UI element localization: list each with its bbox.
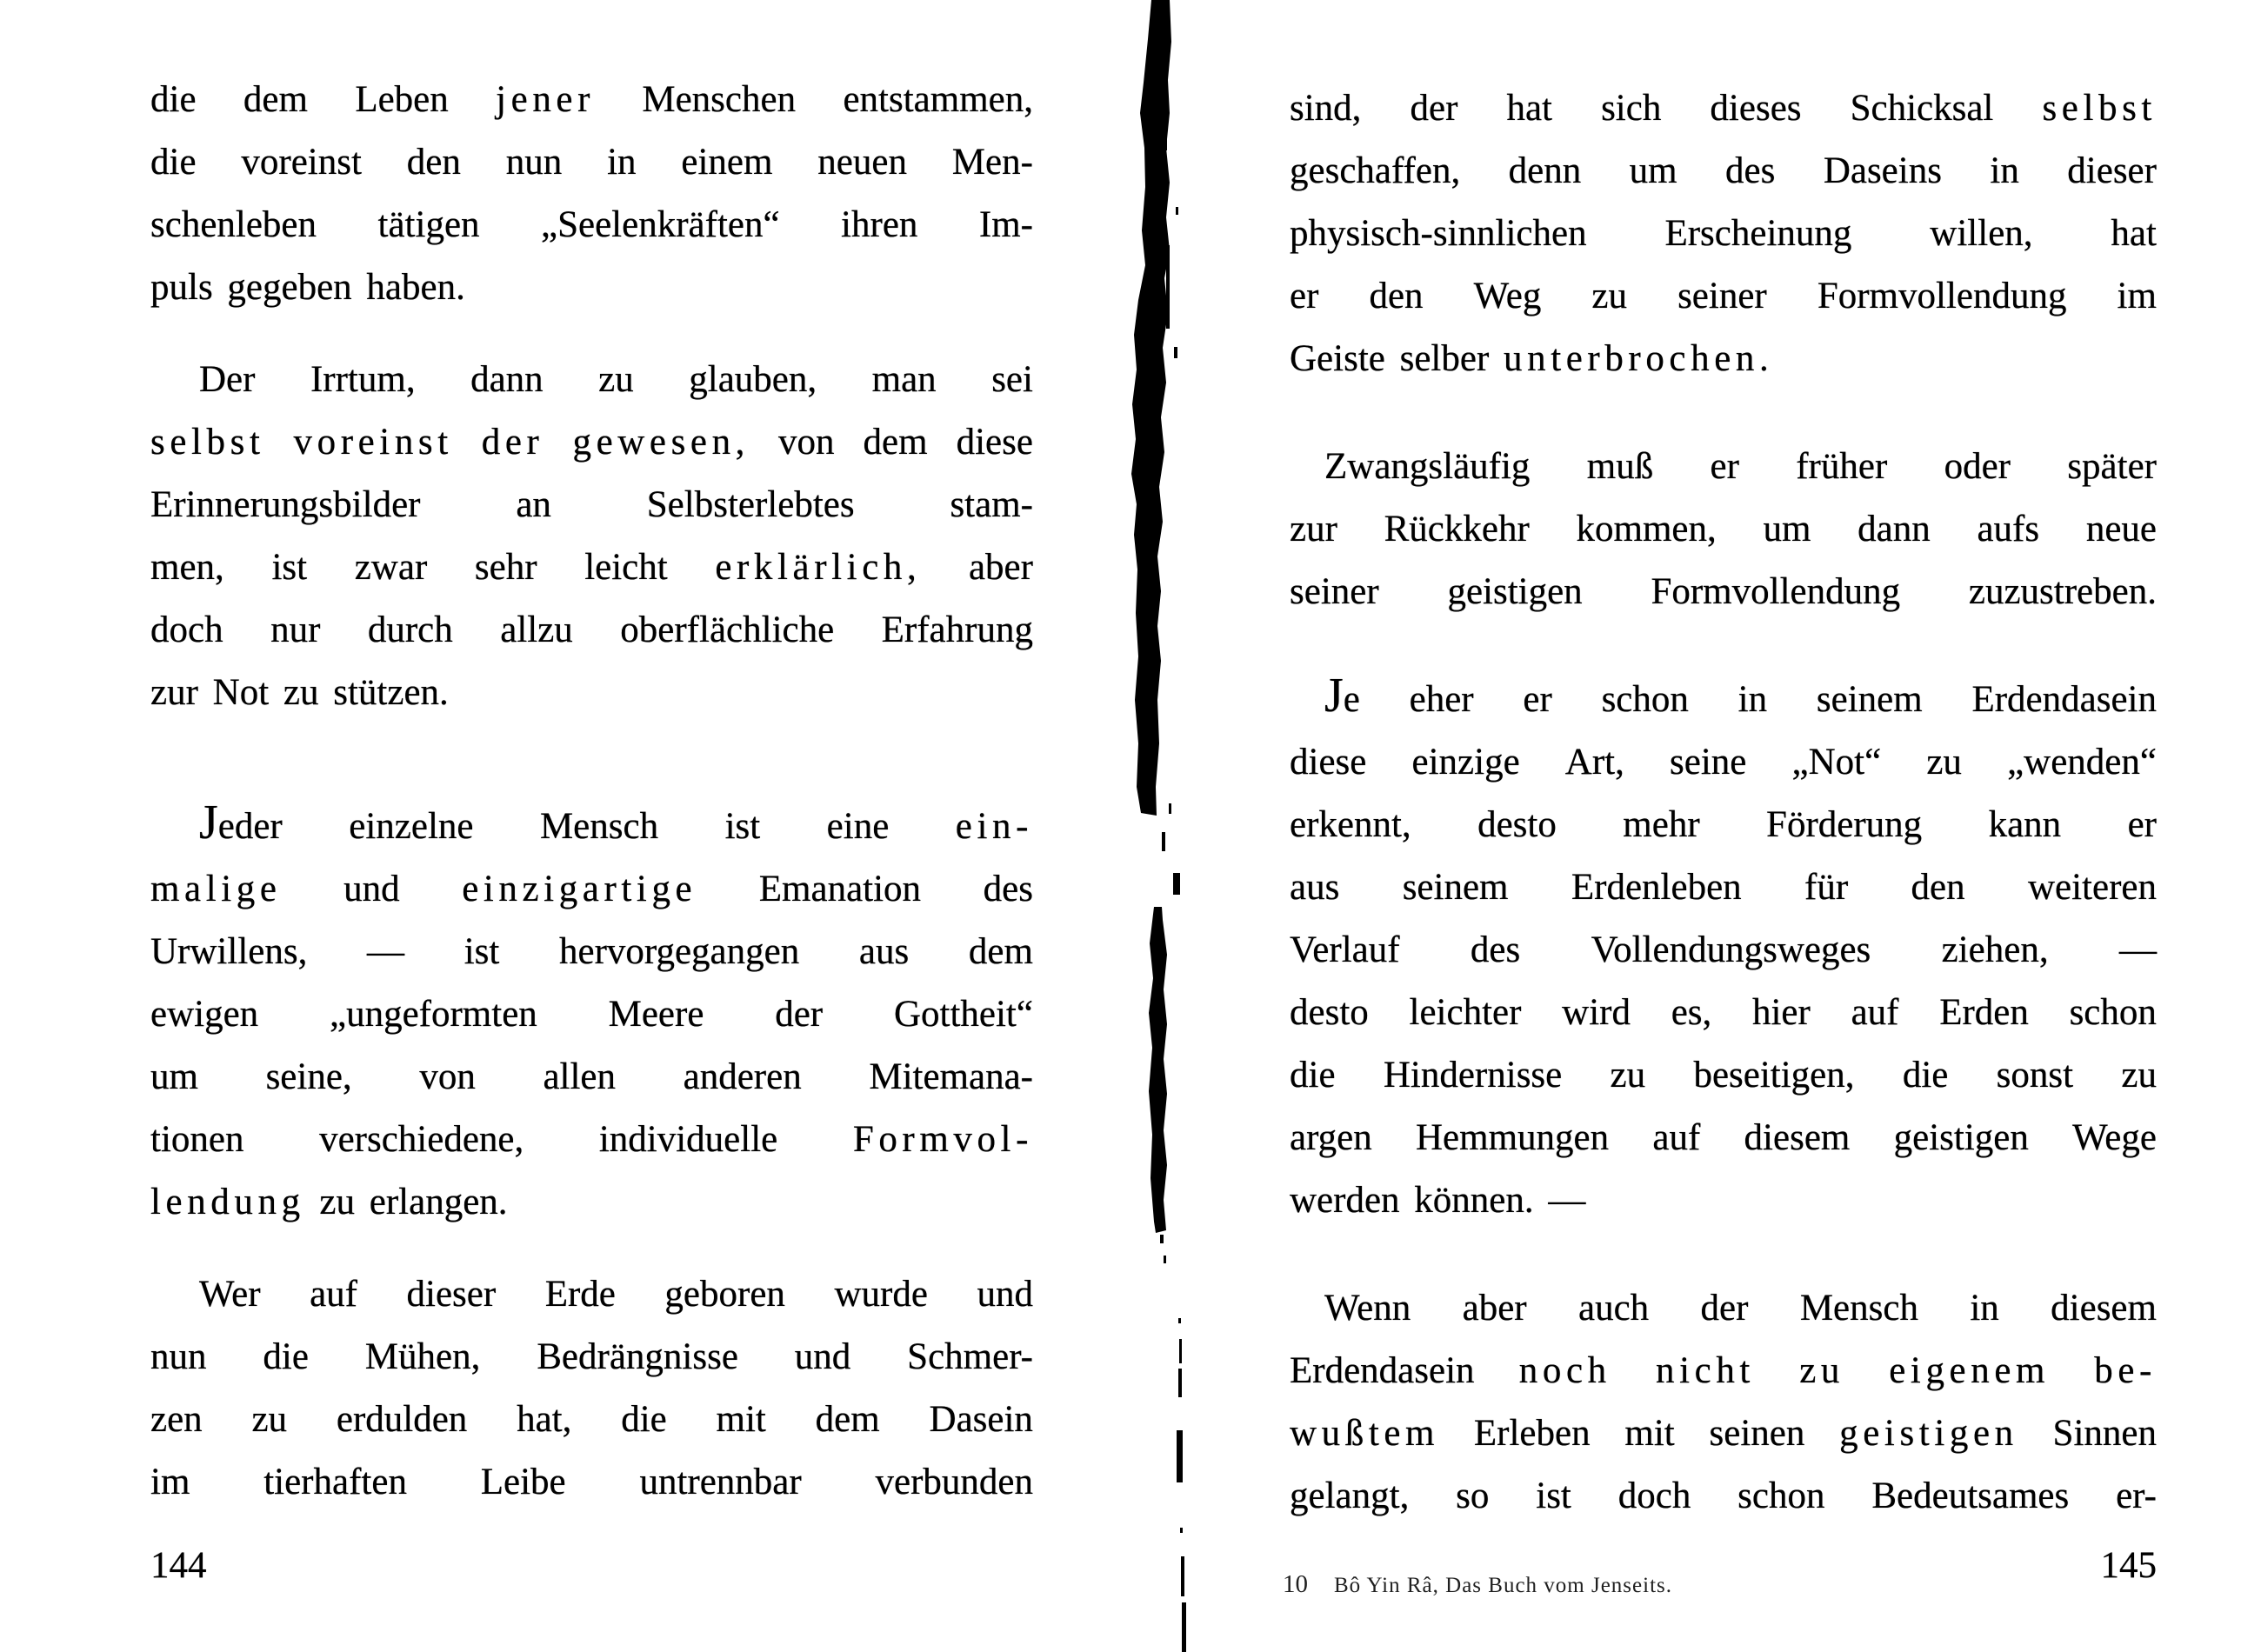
text-line: gelangt, so ist doch schon Bedeutsames er- [1290, 1475, 2157, 1516]
text-line: seiner geistigen Formvollendung zuzustreben. [1290, 571, 2157, 612]
signature-number: 10 [1283, 1570, 1308, 1598]
text-line: zur Rückkehr kommen, um dann aufs neue [1290, 509, 2157, 550]
text-line: Der Irrtum, dann zu glauben, man sei [199, 359, 1033, 400]
page-number-left: 144 [150, 1545, 207, 1586]
text-line: Erdendasein noch nicht zu eigenem be- [1290, 1350, 2157, 1391]
text-line: Zwangsläufig muß er früher oder später [1324, 446, 2157, 487]
text-line: Geiste selber unterbrochen. [1290, 338, 1774, 379]
text-line: argen Hemmungen auf diesem geistigen Wege [1290, 1117, 2157, 1158]
text-line: ewigen „ungeformten Meere der Gottheit“ [150, 994, 1033, 1035]
text-line: zur Not zu stützen. [150, 672, 449, 713]
text-line: zen zu erdulden hat, die mit dem Dasein [150, 1399, 1033, 1440]
text-line: Verlauf des Vollendungsweges ziehen, — [1290, 929, 2157, 970]
text-line: um seine, von allen anderen Mitemana- [150, 1056, 1033, 1097]
text-line: malige und einzigartige Emanation des [150, 869, 1033, 909]
text-line: desto leichter wird es, hier auf Erden schon [1290, 992, 2157, 1033]
text-line: die voreinst den nun in einem neuen Men- [150, 142, 1033, 183]
text-line: lendung zu erlangen. [150, 1182, 508, 1222]
text-line: die Hindernisse zu beseitigen, die sonst zu [1290, 1055, 2157, 1096]
text-line: Wer auf dieser Erde geboren wurde und [199, 1274, 1033, 1315]
text-line: tionen verschiedene, individuelle Formvol- [150, 1119, 1033, 1160]
text-line: physisch-sinnlichen Erscheinung willen, hat [1290, 213, 2157, 254]
text-line: werden können. — [1290, 1180, 1586, 1221]
text-line: schenleben tätigen „Seelenkräften“ ihren Im- [150, 204, 1033, 245]
text-line: doch nur durch allzu oberflächliche Erfahrung [150, 610, 1033, 650]
text-line: Urwillens, — ist hervorgegangen aus dem [150, 931, 1033, 972]
text-line: Wenn aber auch der Mensch in diesem [1324, 1288, 2157, 1329]
text-line: erkennt, desto mehr Förderung kann er [1290, 804, 2157, 845]
text-line: selbst voreinst der gewesen, von dem diese [150, 422, 1033, 463]
page-number-right: 145 [2100, 1545, 2157, 1586]
text-line: aus seinem Erdenleben für den weiteren [1290, 867, 2157, 908]
text-line: wußtem Erleben mit seinen geistigen Sinnen [1290, 1413, 2157, 1454]
text-line: die dem Leben jener Menschen entstammen, [150, 79, 1033, 120]
text-line: sind, der hat sich dieses Schicksal selbst [1290, 88, 2157, 129]
text-line: nun die Mühen, Bedrängnisse und Schmer- [150, 1336, 1033, 1377]
text-line: er den Weg zu seiner Formvollendung im [1290, 276, 2157, 316]
book-title-reference: Bô Yin Râ, Das Buch vom Jenseits. [1334, 1574, 1673, 1597]
text-line: Erinnerungsbilder an Selbsterlebtes stam- [150, 484, 1033, 525]
text-line: Jeder einzelne Mensch ist eine ein- [199, 796, 1033, 849]
text-line: men, ist zwar sehr leicht erklärlich, aber [150, 547, 1033, 588]
text-line: Je eher er schon in seinem Erdendasein [1324, 669, 2157, 723]
text-line: im tierhaften Leibe untrennbar verbunden [150, 1462, 1033, 1502]
text-line: diese einzige Art, seine „Not“ zu „wenden“ [1290, 742, 2157, 783]
text-line: geschaffen, denn um des Daseins in dieser [1290, 150, 2157, 191]
text-line: puls gegeben haben. [150, 267, 465, 308]
